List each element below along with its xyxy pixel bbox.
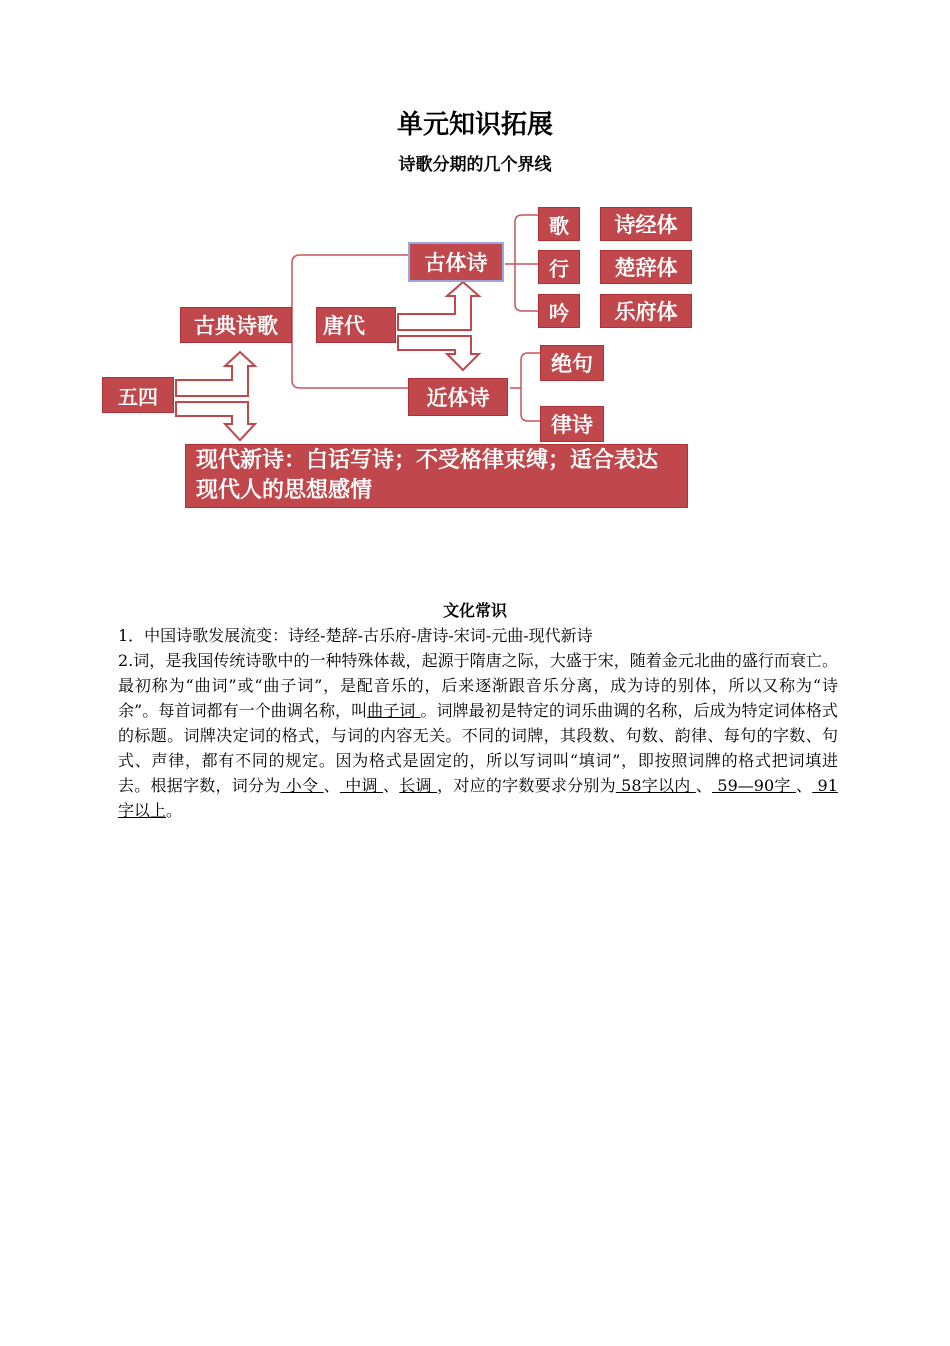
arrow-wusi-up: [176, 352, 255, 396]
box-chuci-ti: 楚辞体: [600, 250, 692, 284]
blank-91: 91字以上: [118, 776, 838, 820]
page-title: 单元知识拓展: [396, 110, 553, 140]
paragraph-2: [118, 648, 838, 823]
p2-end: 。: [166, 801, 183, 820]
arrow-tang-up: [398, 282, 479, 330]
blank-quzici: 曲子词: [367, 701, 421, 720]
bracket-ge-xing-yin: [505, 215, 538, 311]
box-shijing-ti: 诗经体: [600, 207, 692, 241]
section-heading: 文化常识: [442, 601, 507, 620]
paragraph-1: [118, 623, 838, 648]
box-tangdai: 唐代: [316, 307, 396, 343]
blank-59-90: 59—90字: [712, 776, 796, 795]
box-yuefu-ti: 乐府体: [600, 294, 692, 328]
box-lvshi: 律诗: [540, 406, 604, 442]
p2-text-a: 2.词，是我国传统诗歌中的一种特殊体裁，起源于隋唐之际，大盛于宋，随着金元北曲的盛行而衰亡。最初称为“曲词”或“曲子词”，是配音乐的，后来逐渐跟音乐分离，成为诗的别体，所以又称为“诗余”。每首词都有一个曲调名称，叫: [118, 651, 838, 720]
box-jinti-shi: 近体诗: [408, 378, 508, 416]
blank-zhongdiao: 中调: [339, 776, 384, 795]
arrow-wusi-down: [176, 402, 255, 440]
p2-text-b: 。词牌最初是特定的词乐曲调的名称，后成为特定词体格式的标题。词牌决定词的格式，与词的内容无关。不同的词牌，其段数、句数、韵律、每句的字数、句式、声律，都有不同的规定。因为格式是固定的，所以写词叫“填词”，即按照词牌的格式把词填进去。根据字数，词分为: [118, 701, 838, 795]
separator-4: 、: [795, 776, 813, 795]
blank-xiaoling: 小令: [280, 776, 324, 795]
separator-1: 、: [323, 776, 340, 795]
box-xiandai-xinshi: 现代新诗：白话写诗；不受格律束缚；适合表达现代人的思想感情: [185, 444, 688, 508]
box-xing: 行: [538, 250, 580, 284]
box-ge: 歌: [538, 207, 580, 241]
box-wusi: 五四: [102, 377, 174, 413]
blank-changdiao: 长调: [399, 776, 438, 795]
arrow-tang-down: [398, 336, 479, 370]
item-1-text: 1．中国诗歌发展流变：诗经-楚辞-古乐府-唐诗-宋词-元曲-现代新诗: [118, 626, 593, 645]
separator-3: 、: [695, 776, 713, 795]
box-jueju: 绝句: [540, 345, 604, 381]
blank-58: 58字以内: [615, 776, 696, 795]
page-subtitle: 诗歌分期的几个界线: [398, 155, 552, 175]
box-yin: 吟: [538, 294, 580, 328]
bracket-jueju-lvshi: [510, 353, 540, 421]
separator-2: 、: [383, 776, 400, 795]
box-guti-shi: 古体诗: [408, 242, 504, 282]
p2-text-c: ，对应的字数要求分别为: [437, 776, 616, 795]
box-gudian-shige: 古典诗歌: [180, 307, 292, 343]
